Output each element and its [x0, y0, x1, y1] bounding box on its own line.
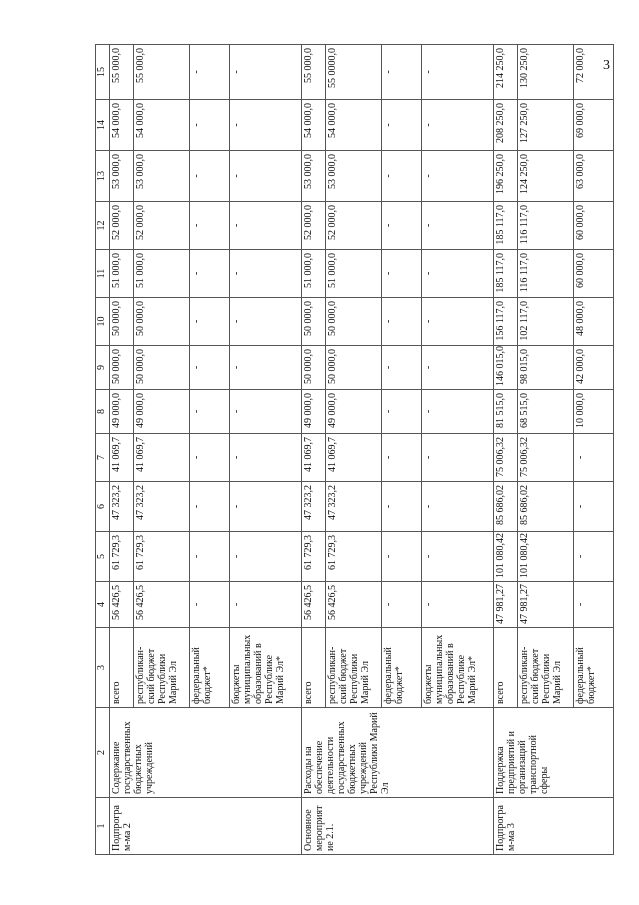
amount-cell: 156 117,0	[494, 298, 518, 346]
amount-cell: 41 069,7	[110, 434, 134, 482]
amount-cell: 124 250,0	[518, 151, 574, 202]
column-number: 2	[96, 708, 110, 798]
amount-cell: -	[230, 202, 302, 250]
amount-cell: -	[190, 202, 230, 250]
amount-cell: 56 426,5	[326, 582, 382, 628]
amount-cell: -	[230, 45, 302, 100]
column-number: 1	[96, 798, 110, 855]
funding-source: всего	[302, 628, 326, 708]
amount-cell: -	[574, 434, 614, 482]
amount-cell: 52 000,0	[110, 202, 134, 250]
amount-cell: -	[230, 346, 302, 390]
amount-cell: -	[230, 434, 302, 482]
amount-cell: -	[230, 250, 302, 298]
amount-cell: -	[422, 202, 494, 250]
amount-cell: 60 000,0	[574, 202, 614, 250]
program-code: Подпрограм-ма 3	[494, 798, 614, 855]
amount-cell: 60 000,0	[574, 250, 614, 298]
amount-cell: 63 000,0	[574, 151, 614, 202]
amount-cell: 49 000,0	[302, 390, 326, 434]
amount-cell: -	[382, 45, 422, 100]
amount-cell: 196 250,0	[494, 151, 518, 202]
amount-cell: -	[422, 532, 494, 582]
funding-source: всего	[110, 628, 134, 708]
amount-cell: 101 080,42	[518, 532, 574, 582]
amount-cell: 55 0000,0	[326, 45, 382, 100]
amount-cell: 146 015,0	[494, 346, 518, 390]
funding-source: республикан-ский бюджет Республики Марий Эл	[134, 628, 190, 708]
column-number: 3	[96, 628, 110, 708]
amount-cell: -	[382, 100, 422, 151]
amount-cell: 185 117,0	[494, 250, 518, 298]
column-number: 14	[96, 100, 110, 151]
amount-cell: -	[230, 100, 302, 151]
amount-cell: 47 323,2	[110, 482, 134, 532]
amount-cell: -	[382, 346, 422, 390]
table-row	[302, 45, 326, 855]
amount-cell: 127 250,0	[518, 100, 574, 151]
amount-cell: -	[190, 532, 230, 582]
amount-cell: 49 000,0	[326, 390, 382, 434]
amount-cell: 72 000,0	[574, 45, 614, 100]
amount-cell: 50 000,0	[110, 298, 134, 346]
amount-cell: -	[574, 482, 614, 532]
amount-cell: -	[190, 482, 230, 532]
amount-cell: 41 069,7	[302, 434, 326, 482]
amount-cell: 41 069,7	[326, 434, 382, 482]
amount-cell: -	[190, 250, 230, 298]
amount-cell: 101 080,42	[494, 532, 518, 582]
amount-cell: -	[190, 582, 230, 628]
amount-cell: 61 729,3	[134, 532, 190, 582]
amount-cell: 50 000,0	[326, 346, 382, 390]
amount-cell: 51 000,0	[134, 250, 190, 298]
amount-cell: 50 000,0	[110, 346, 134, 390]
amount-cell: 47 323,2	[134, 482, 190, 532]
amount-cell: 41 069,7	[134, 434, 190, 482]
amount-cell: 47 981,27	[518, 582, 574, 628]
column-number: 9	[96, 346, 110, 390]
amount-cell: -	[382, 532, 422, 582]
amount-cell: 55 000,0	[302, 45, 326, 100]
amount-cell: 55 000,0	[134, 45, 190, 100]
funding-source: всего	[494, 628, 518, 708]
amount-cell: 85 686,02	[518, 482, 574, 532]
amount-cell: -	[230, 390, 302, 434]
amount-cell: -	[422, 434, 494, 482]
amount-cell: 69 000,0	[574, 100, 614, 151]
budget-table-rotated	[95, 45, 630, 855]
page-number: 3	[603, 58, 610, 73]
amount-cell: 53 000,0	[110, 151, 134, 202]
amount-cell: 50 000,0	[302, 298, 326, 346]
amount-cell: -	[230, 532, 302, 582]
amount-cell: 47 323,2	[302, 482, 326, 532]
amount-cell: -	[230, 482, 302, 532]
amount-cell: -	[230, 151, 302, 202]
amount-cell: -	[190, 298, 230, 346]
amount-cell: -	[422, 482, 494, 532]
amount-cell: -	[382, 434, 422, 482]
amount-cell: 56 426,5	[110, 582, 134, 628]
table-row	[494, 45, 518, 855]
amount-cell: 61 729,3	[302, 532, 326, 582]
amount-cell: 61 729,3	[326, 532, 382, 582]
amount-cell: 51 000,0	[302, 250, 326, 298]
amount-cell: 50 000,0	[134, 298, 190, 346]
amount-cell: -	[422, 390, 494, 434]
amount-cell: 116 117,0	[518, 202, 574, 250]
amount-cell: -	[382, 250, 422, 298]
amount-cell: -	[382, 482, 422, 532]
column-number: 10	[96, 298, 110, 346]
amount-cell: 47 981,27	[494, 582, 518, 628]
funding-source: федеральный бюджет*	[382, 628, 422, 708]
amount-cell: -	[422, 582, 494, 628]
funding-source: республикан-ский бюджет Республики Марий Эл	[518, 628, 574, 708]
amount-cell: -	[190, 390, 230, 434]
amount-cell: 130 250,0	[518, 45, 574, 100]
amount-cell: 81 515,0	[494, 390, 518, 434]
amount-cell: 42 000,0	[574, 346, 614, 390]
amount-cell: 53 000,0	[302, 151, 326, 202]
amount-cell: -	[382, 151, 422, 202]
program-name: Расходы на обеспечение деятельности государственных бюджетных учреждений Республики Марий Эл	[302, 708, 494, 798]
amount-cell: 53 000,0	[134, 151, 190, 202]
amount-cell: 48 000,0	[574, 298, 614, 346]
amount-cell: 50 000,0	[326, 298, 382, 346]
amount-cell: 56 426,5	[134, 582, 190, 628]
amount-cell: 47 323,2	[326, 482, 382, 532]
amount-cell: -	[230, 298, 302, 346]
amount-cell: 54 000,0	[302, 100, 326, 151]
program-name: Поддержка предприятий и организаций транспортной сферы	[494, 708, 614, 798]
amount-cell: 54 000,0	[110, 100, 134, 151]
amount-cell: 208 250,0	[494, 100, 518, 151]
amount-cell: -	[190, 45, 230, 100]
amount-cell: 55 000,0	[110, 45, 134, 100]
funding-source: федеральный бюджет*	[190, 628, 230, 708]
amount-cell: 214 250,0	[494, 45, 518, 100]
amount-cell: -	[422, 100, 494, 151]
amount-cell: 61 729,3	[110, 532, 134, 582]
amount-cell: -	[190, 346, 230, 390]
amount-cell: 98 015,0	[518, 346, 574, 390]
amount-cell: -	[422, 151, 494, 202]
amount-cell: 54 000,0	[134, 100, 190, 151]
amount-cell: -	[382, 582, 422, 628]
column-number: 15	[96, 45, 110, 100]
amount-cell: 68 515,0	[518, 390, 574, 434]
amount-cell: 50 000,0	[134, 346, 190, 390]
amount-cell: 116 117,0	[518, 250, 574, 298]
amount-cell: 53 000,0	[326, 151, 382, 202]
amount-cell: -	[190, 151, 230, 202]
amount-cell: 51 000,0	[110, 250, 134, 298]
amount-cell: 52 000,0	[326, 202, 382, 250]
amount-cell: -	[382, 202, 422, 250]
amount-cell: -	[422, 346, 494, 390]
program-code: Основное мероприятие 2.1.	[302, 798, 494, 855]
amount-cell: -	[382, 390, 422, 434]
amount-cell: 85 686,02	[494, 482, 518, 532]
amount-cell: 49 000,0	[110, 390, 134, 434]
amount-cell: 50 000,0	[302, 346, 326, 390]
amount-cell: -	[574, 532, 614, 582]
amount-cell: -	[422, 298, 494, 346]
table-body	[96, 45, 614, 855]
funding-source: республикан-ский бюджет Республики Марий Эл	[326, 628, 382, 708]
column-number: 11	[96, 250, 110, 298]
amount-cell: 51 000,0	[326, 250, 382, 298]
amount-cell: 56 426,5	[302, 582, 326, 628]
funding-source: бюджеты муниципальных образований в Республике Марий Эл*	[230, 628, 302, 708]
amount-cell: -	[574, 582, 614, 628]
amount-cell: 75 006,32	[494, 434, 518, 482]
column-number: 5	[96, 532, 110, 582]
amount-cell: -	[382, 298, 422, 346]
amount-cell: -	[422, 45, 494, 100]
program-name: Содержание государственных бюджетных учреждений	[110, 708, 302, 798]
amount-cell: -	[190, 100, 230, 151]
column-number: 8	[96, 390, 110, 434]
column-number: 7	[96, 434, 110, 482]
amount-cell: 102 117,0	[518, 298, 574, 346]
program-code: Подпрограм-ма 2	[110, 798, 302, 855]
table-row	[110, 45, 134, 855]
budget-table	[95, 44, 614, 855]
amount-cell: -	[190, 434, 230, 482]
column-number: 4	[96, 582, 110, 628]
column-number-row	[96, 45, 110, 855]
funding-source: бюджеты муниципальных образований в Республике Марий Эл*	[422, 628, 494, 708]
funding-source: федеральный бюджет*	[574, 628, 614, 708]
amount-cell: 52 000,0	[134, 202, 190, 250]
amount-cell: -	[230, 582, 302, 628]
column-number: 13	[96, 151, 110, 202]
amount-cell: 185 117,0	[494, 202, 518, 250]
amount-cell: 54 000,0	[326, 100, 382, 151]
amount-cell: -	[422, 250, 494, 298]
amount-cell: 75 006,32	[518, 434, 574, 482]
amount-cell: 52 000,0	[302, 202, 326, 250]
column-number: 12	[96, 202, 110, 250]
amount-cell: 10 000,0	[574, 390, 614, 434]
column-number: 6	[96, 482, 110, 532]
amount-cell: 49 000,0	[134, 390, 190, 434]
